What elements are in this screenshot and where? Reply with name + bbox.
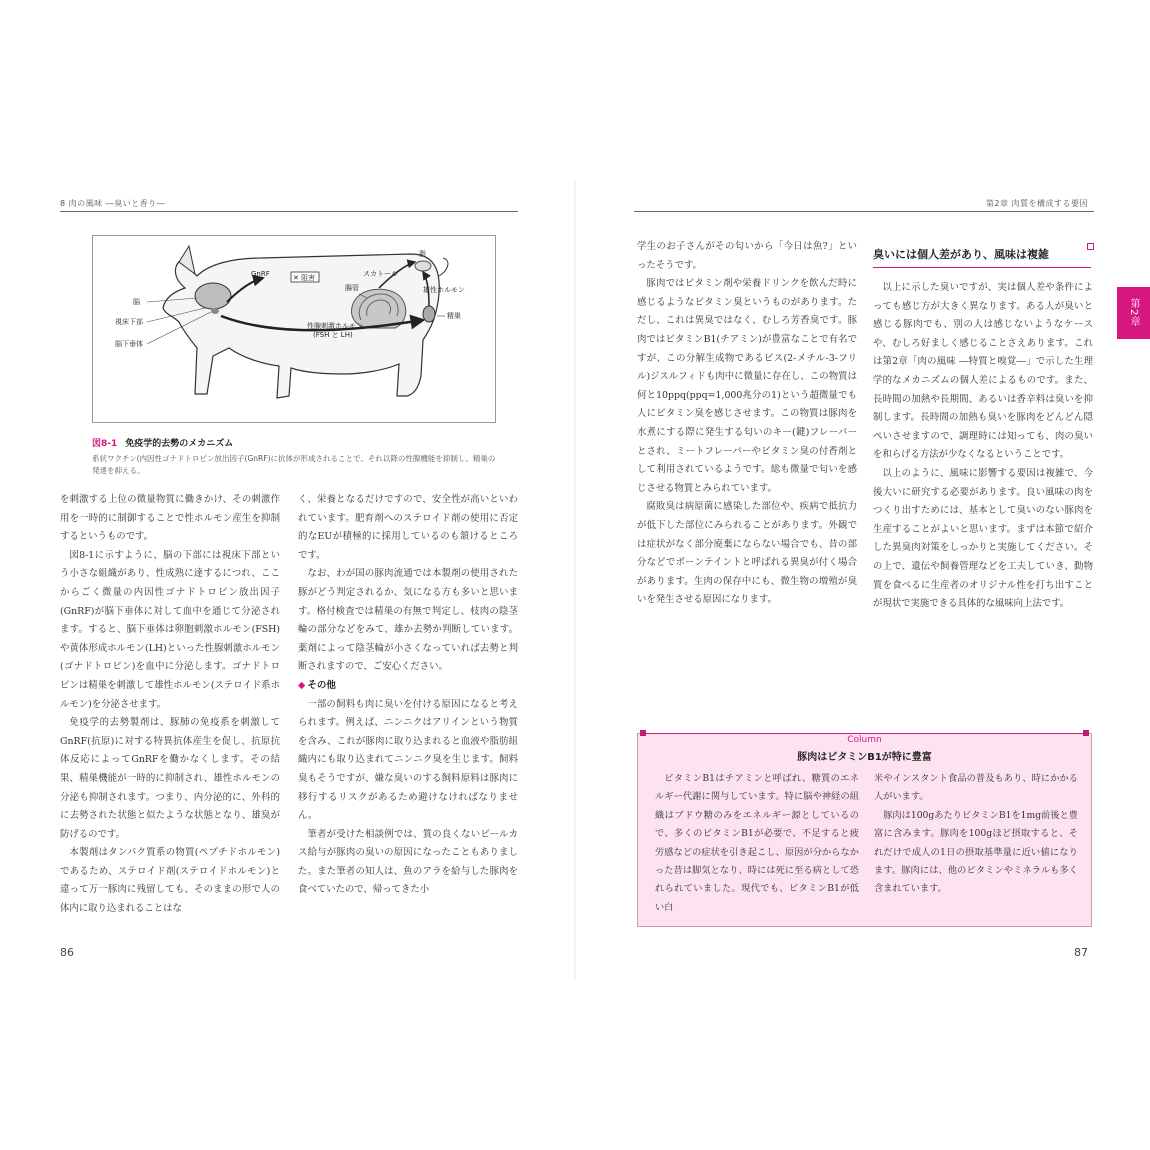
paragraph: 学生のお子さんがその匂いから「今日は魚?」といったそうです。 bbox=[637, 241, 857, 271]
pig-diagram bbox=[93, 236, 495, 422]
paragraph: 一部の飼料も肉に臭いを付ける原因になると考えられます。例えば、ニンニクはアリインという物質を含み、これが豚肉に取り込まれると血液や脂肪組織内にも取り込まれてニンニク臭を生じます。飼料臭もそうですが、嫌な臭いのする飼料原料は豚肉に移行するリスクがあるため避けなければなりません。 bbox=[298, 698, 518, 822]
paragraph: 腐敗臭は病原菌に感染した部位や、疾病で抵抗力が低下した部位にみられることがあります。外観では症状がなく部分廃棄にならない場合でも、昔の部分などでボーンテイントと呼ばれる異臭が付く場合があります。生肉の保存中にも、微生物の増殖が臭いを発生させる原因になります。 bbox=[637, 501, 857, 606]
figure-number: 図8-1 bbox=[92, 439, 118, 449]
sub-heading-text: その他 bbox=[307, 679, 336, 691]
header-rule-left bbox=[60, 211, 518, 212]
steroid-label: 雄性ホルモン bbox=[423, 286, 465, 294]
testes-label: 精巣 bbox=[447, 312, 461, 320]
tail bbox=[439, 258, 448, 276]
paragraph: 免疫学的去勢製剤は、豚肺の免疫系を刺激してGnRF(抗原)に対する特異抗体産生を促し、抗原抗体反応によってGnRFを働かなくします。その結果、精巣機能が一時的に抑制され、雄性ホルモンの分泌も抑制されます。つまり、内分泌的に、外科的に去勢された状態と似たような状態となり、雄臭が防げるのです。 bbox=[60, 717, 280, 840]
section-heading bbox=[873, 246, 1091, 268]
diamond-icon: ◆ bbox=[298, 679, 306, 691]
column-title: 豚肉はビタミンB1が特に豊富 bbox=[797, 752, 932, 763]
brain-label: 脳 bbox=[133, 298, 140, 306]
page-gutter bbox=[574, 180, 576, 980]
fat-shape bbox=[415, 261, 431, 271]
left-column-1 bbox=[60, 491, 280, 919]
figure-note: 系状ワクチン(内因性ゴナドトロピン放出因子(GnRF)に抗体が形成されることで、それ以降の性腺機能を抑制し、精巣の発達を抑える。 bbox=[92, 454, 496, 475]
gonadotropin-label: 性腺刺激ホルモン bbox=[307, 322, 363, 330]
gnrf-label: GnRF bbox=[251, 270, 270, 278]
fat-label: 脂 bbox=[419, 250, 426, 258]
testes-shape bbox=[423, 306, 435, 322]
paragraph: なお、わが国の豚肉流通では本製剤の使用された豚がどう判定されるか、気になる方も多いと思います。格付検査では精巣の有無で判定し、枝肉の陰茎輪の部分などをみて、雄か去勢か判断しています。薬剤によって陰茎輪が小さくなっていれば去勢と判断されますので、ご安心ください。 bbox=[298, 568, 518, 673]
paragraph: 以上に示した臭いですが、実は個人差や条件によっても感じ方が大きく異なります。ある人が臭いと感じる豚肉でも、別の人は感じないようなケースや、むしろ好ましく感じることさえあります。これは第2章「肉の風味 ―特質と嗅覚―」で示した生理学的なメカニズムの個人差によるものです。また、長時間の加熱や長期間、あるいは香辛料は臭いを抑制します。長時間の加熱も臭いを豚肉をどんどん隠ぺいさせますので、調理時には知っても、肉の臭いを和らげる方法が少なくなるということです。 bbox=[873, 282, 1093, 461]
chapter-tab: 第2章 bbox=[1117, 287, 1150, 339]
paragraph: 筆者が受けた相談例では、質の良くないビールカス給与が豚肉の臭いの原因になったこともありました。また筆者の知人は、魚のアラを給与した豚肉を食べていたので、帰ってきた小 bbox=[298, 828, 518, 896]
paragraph: ビタミンB1はチアミンと呼ばれ、糖質のエネルギー代謝に関与しています。特に脳や神経の組織はブドウ糖のみをエネルギー源としているので、多くのビタミンB1が必要で、不足すると疲労感などの症状を引き起こし、原因が分からなかった昔は脚気となり、時には死に至る病として恐れられていました。現代でも、ビタミンB1が低い白 bbox=[655, 773, 859, 913]
page-number-left: 86 bbox=[60, 946, 74, 959]
rectum-label: 腸管 bbox=[345, 284, 359, 292]
right-column-2 bbox=[873, 279, 1093, 614]
blocked-label: ✕ 阻害 bbox=[293, 274, 316, 282]
gonadotropin-sub-label: (FSH と LH) bbox=[313, 331, 353, 339]
paragraph: 豚肉は100gあたりビタミンB1を1mg前後と豊富に含みます。豚肉を100gほど摂取すると、それだけで成人の1日の摂取基準量に近い値になります。豚肉には、他のビタミンやミネラルも多く含まれています。 bbox=[874, 809, 1078, 895]
paragraph: く、栄養となるだけですので、安全性が高いといわれています。肥育剤へのステロイド剤の使用に否定的なEUが積極的に採用しているのも頷けるところです。 bbox=[298, 494, 518, 561]
pig-diagram-figure bbox=[92, 235, 496, 423]
figure-caption bbox=[92, 431, 497, 477]
left-column-2 bbox=[298, 491, 518, 900]
figure-title: 免疫学的去勢のメカニズム bbox=[125, 439, 234, 449]
pituitary-shape bbox=[211, 308, 219, 314]
skatole-label: スカトール bbox=[363, 270, 398, 278]
running-header-left: 8 肉の風味 ―臭いと香り― bbox=[60, 199, 166, 208]
brain-shape bbox=[195, 283, 231, 309]
page-number-right: 87 bbox=[1074, 946, 1088, 959]
paragraph: 図8-1に示すように、脳の下部には視床下部という小さな組織があり、性成熟に達するにつれ、ここからごく微量の内因性ゴナドトロピン放出因子(GnRF)が脳下垂体に対して血中を通じて分泌されます。すると、脳下垂体は卵胞刺激ホルモン(FSH)や黄体形成ホルモン(LH)といった性腺刺激ホルモン(ゴナドトロピン)を血中に分泌します。ゴナドトロピンは精巣を刺激して雄性ホルモン(ステロイド系ホルモン)を分泌させます。 bbox=[60, 549, 280, 710]
column-right-text bbox=[874, 770, 1078, 899]
column-left-text bbox=[655, 770, 859, 917]
paragraph: 本製剤はタンパク質系の物質(ペプチドホルモン)であるため、ステロイド剤(ステロイドホルモン)と違って万一豚肉に残留しても、そのままの形で人の体内に取り込まれることはな bbox=[60, 847, 280, 915]
corner-mark bbox=[1087, 243, 1094, 250]
column-box bbox=[637, 733, 1092, 927]
paragraph: を刺激する上位の微量物質に働きかけ、その刺激作用を一時的に制御することで性ホルモン産生を抑制するというものです。 bbox=[60, 494, 280, 543]
pituitary-label: 脳下垂体 bbox=[115, 340, 143, 348]
hypothalamus-label: 視床下部 bbox=[115, 318, 143, 326]
header-rule-right bbox=[634, 211, 1094, 212]
paragraph: 米やインスタント食品の普及もあり、時にかかる人がいます。 bbox=[874, 773, 1078, 803]
column-tag: Column bbox=[833, 735, 895, 745]
right-column-1 bbox=[637, 238, 857, 610]
sub-heading bbox=[298, 677, 518, 696]
running-header-right: 第2章 肉質を構成する要因 bbox=[985, 199, 1088, 208]
section-heading-text: 臭いには個人差があり、風味は複雑 bbox=[873, 248, 1049, 261]
paragraph: 以上のように、風味に影響する要因は複雑で、今後大いに研究する必要があります。良い風味の肉をつくり出すためには、基本として臭いのない豚肉を生産することがよいと思います。まずは本節で紹介した異臭肉対策をしっかりと実施してください。その上で、遺伝や飼養管理などを工夫していき、動物質を食べるに生産者のオリジナル性を打ち出すことが現状で実施できる具体的な風味向上法です。 bbox=[873, 467, 1093, 610]
paragraph: 豚肉ではビタミン剤や栄養ドリンクを飲んだ時に感じるようなビタミン臭というものがあります。ただし、これは異臭ではなく、むしろ芳香臭です。豚肉ではビタミンB1(チアミン)が豊富なことで有名ですが、この分解生成物であるビス(2-メチル-3-フリル)ジスルフィドも肉中に微量に存在し、この物質は何と10ppq(ppq=1,000兆分の1)という超微量でも人にビタミン臭を感じさせます。この物質は豚肉を水煮にする際に発生する匂いのキー(鍵)フレーバーとされ、ミートフレーバーやビタミン臭の付香剤として利用されているようです。総も微量で匂いを感じさせる物質とみられています。 bbox=[637, 278, 857, 494]
